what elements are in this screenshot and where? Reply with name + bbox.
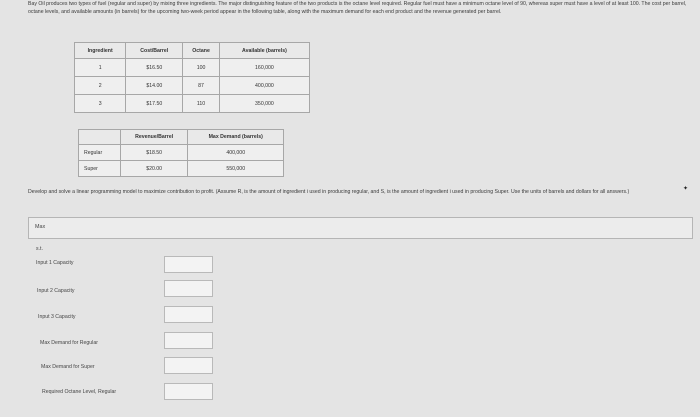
table-header-row bbox=[75, 43, 310, 59]
table-row bbox=[79, 145, 284, 161]
product-revenue: $20.00 bbox=[120, 161, 188, 177]
ingredient-octane: 100 bbox=[183, 59, 220, 77]
constraint-label-max-regular: Max Demand for Regular bbox=[40, 340, 98, 346]
header-max-demand: Max Demand (barrels) bbox=[188, 130, 284, 145]
input3-capacity-field[interactable] bbox=[164, 306, 213, 323]
header-product bbox=[79, 130, 121, 145]
max-demand-super-field[interactable] bbox=[164, 357, 213, 374]
ingredient-available: 350,000 bbox=[219, 95, 309, 113]
constraint-label-input3: Input 3 Capacity bbox=[38, 314, 76, 320]
table-row bbox=[75, 95, 310, 113]
objective-input[interactable] bbox=[28, 217, 693, 239]
ingredient-available: 400,000 bbox=[219, 77, 309, 95]
product-max-demand: 400,000 bbox=[188, 145, 284, 161]
ingredient-cost: $17.50 bbox=[126, 95, 183, 113]
ingredient-available: 160,000 bbox=[219, 59, 309, 77]
product-name: Regular bbox=[79, 145, 121, 161]
products-table bbox=[78, 129, 284, 177]
header-octane: Octane bbox=[183, 43, 220, 59]
ingredient-cost: $14.00 bbox=[126, 77, 183, 95]
ingredient-octane: 110 bbox=[183, 95, 220, 113]
problem-intro: Bay Oil produces two types of fuel (regular and super) by mixing three ingredients. The major distinguishing feature of the two products is the octane level required. Regular fuel must have a minimum octane level of 90, whereas super must have a level of at least 100. The cost per barrel, octane levels, and available amounts (in barrels) for the upcoming two-week period appear in the following table, along with the maximum demand for each end product and the revenue generated per barrel. bbox=[28, 1, 687, 15]
table-row bbox=[75, 59, 310, 77]
ingredient-octane: 87 bbox=[183, 77, 220, 95]
product-max-demand: 550,000 bbox=[188, 161, 284, 177]
constraint-label-input1: Input 1 Capacity bbox=[36, 260, 74, 266]
ingredient-id: 3 bbox=[75, 95, 126, 113]
header-ingredient: Ingredient bbox=[75, 43, 126, 59]
input1-capacity-field[interactable] bbox=[164, 256, 213, 273]
ingredient-id: 2 bbox=[75, 77, 126, 95]
header-revenue: Revenue/Barrel bbox=[120, 130, 188, 145]
ingredient-cost: $16.50 bbox=[126, 59, 183, 77]
header-cost: Cost/Barrel bbox=[126, 43, 183, 59]
max-demand-regular-field[interactable] bbox=[164, 332, 213, 349]
product-revenue: $18.50 bbox=[120, 145, 188, 161]
product-name: Super bbox=[79, 161, 121, 177]
table-header-row bbox=[79, 130, 284, 145]
table-row bbox=[75, 77, 310, 95]
objective-label: Max bbox=[35, 224, 46, 230]
ingredients-table bbox=[74, 42, 310, 113]
ingredient-id: 1 bbox=[75, 59, 126, 77]
cursor-marker-icon: ✦ bbox=[683, 186, 689, 192]
constraint-label-max-super: Max Demand for Super bbox=[41, 364, 95, 370]
subject-to-label: s.t. bbox=[36, 246, 43, 252]
header-available: Available (barrels) bbox=[219, 43, 309, 59]
question-instructions: Develop and solve a linear programming model to maximize contribution to profit. (Assume R, is the amount of ingredient i used in producing regular, and S, is the amount of ingredient i used in producing Super. Use the units of barrels and dollars for all answers.) bbox=[28, 189, 630, 195]
table-row bbox=[79, 161, 284, 177]
constraint-label-input2: Input 2 Capacity bbox=[37, 288, 75, 294]
constraint-label-octane-regular: Required Octane Level, Regular bbox=[42, 389, 117, 395]
octane-regular-field[interactable] bbox=[164, 383, 213, 400]
input2-capacity-field[interactable] bbox=[164, 280, 213, 297]
